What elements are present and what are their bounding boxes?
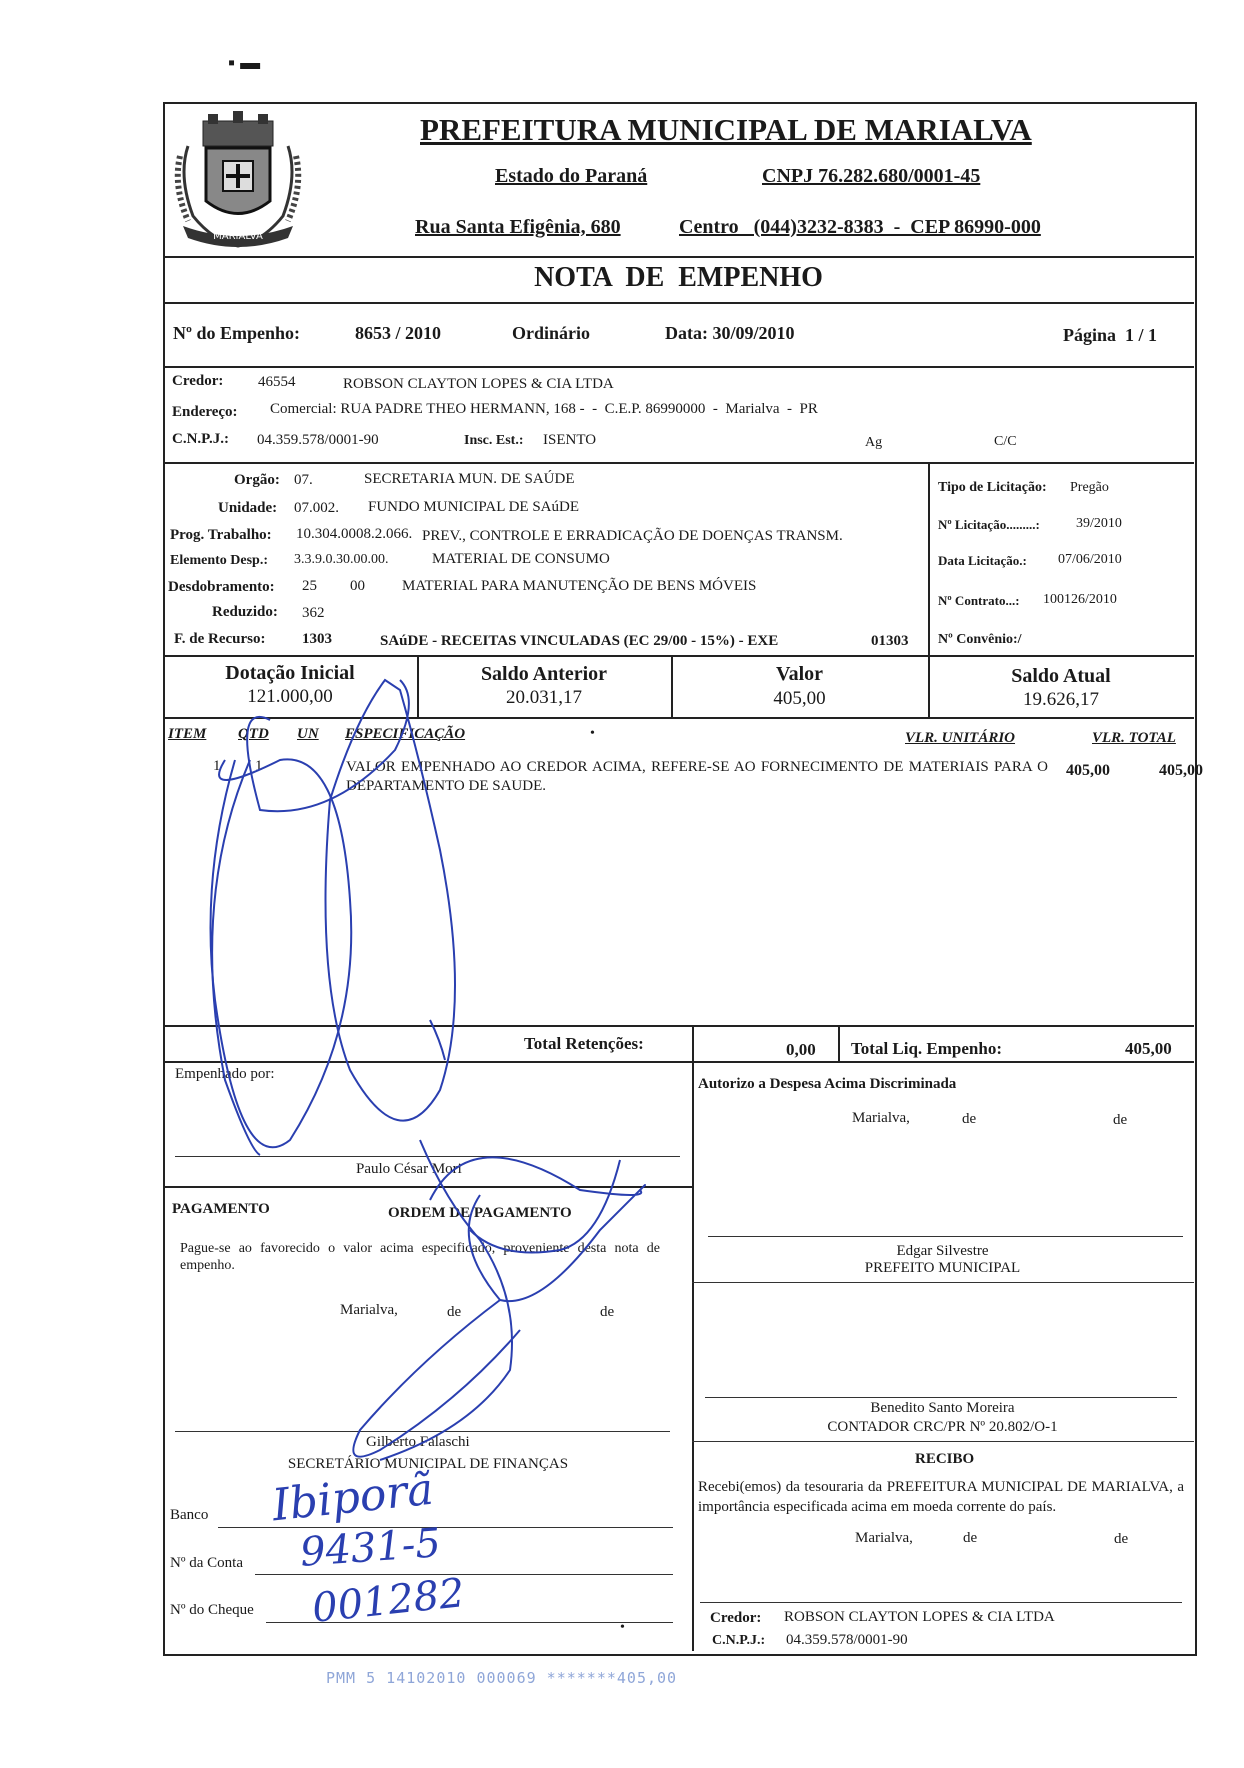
document-title: NOTA DE EMPENHO [534, 262, 823, 293]
reduzido-value: 362 [302, 605, 325, 621]
recibo-text: Recebi(emos) da tesouraria da PREFEITURA MUNICIPAL DE MARIALVA, a importância especificada acima em moeda corrente do país. [698, 1479, 1184, 1515]
recurso-name: SAúDE - RECEITAS VINCULADAS (EC 29/00 - 15%) - EXE [380, 633, 779, 649]
divider [163, 1186, 693, 1188]
contrato-value: 100126/2010 [1043, 592, 1117, 607]
empenho-number: 8653 / 2010 [355, 323, 442, 343]
svg-text:MARIALVA: MARIALVA [213, 231, 263, 242]
state-label: Estado do Paraná [495, 165, 648, 187]
empenho-number-label: Nº do Empenho: [173, 323, 300, 343]
saldo-atual-label: Saldo Atual [1011, 665, 1111, 687]
dot-mark: • [620, 1620, 625, 1635]
col-un: UN [297, 726, 319, 742]
street-address: Rua Santa Efigênia, 680 [415, 216, 621, 238]
elemento-label: Elemento Desp.: [170, 553, 268, 568]
conta-label: Nº da Conta [170, 1555, 243, 1571]
divider [163, 302, 1194, 304]
recibo-de2: de [1114, 1531, 1129, 1547]
recurso-code2: 01303 [871, 633, 909, 649]
recibo-credor: ROBSON CLAYTON LOPES & CIA LTDA [784, 1609, 1055, 1625]
page-number: Página 1 / 1 [1063, 325, 1158, 345]
table-row: 1 1 VALOR EMPENHADO AO CREDOR ACIMA, REFERE-SE AO FORNECIMENTO DE MATERIAIS PARA O DEPARTAMENTO DE SAUDE. 405,00 405,00 [213, 758, 1203, 794]
divider [692, 1282, 1194, 1283]
empenhado-signer: Paulo César Mori [356, 1161, 462, 1177]
prefeito-role: PREFEITO MUNICIPAL [864, 1260, 1021, 1276]
divider [163, 1061, 1194, 1063]
signature-line [700, 1602, 1182, 1603]
valor-label: Valor [775, 663, 824, 685]
banco-label: Banco [170, 1507, 209, 1523]
recurso-code: 1303 [302, 631, 332, 647]
divider [163, 462, 1194, 464]
divider [838, 1025, 840, 1061]
recibo-label: RECIBO [915, 1451, 975, 1467]
credor-name: ROBSON CLAYTON LOPES & CIA LTDA [343, 376, 614, 392]
empenhado-label: Empenhado por: [175, 1066, 275, 1082]
divider [692, 1025, 694, 1061]
contrato-label: Nº Contrato...: [938, 593, 1020, 608]
item-qtd: 1 [255, 758, 263, 774]
desdobramento-a: 25 [302, 578, 317, 594]
cheque-handwritten: 001282 [310, 1570, 467, 1632]
divider [692, 1061, 694, 1651]
pagamento-de2: de [600, 1304, 615, 1320]
desdobramento-name: MATERIAL PARA MANUTENÇÃO DE BENS MÓVEIS [402, 578, 757, 594]
cnpj-label: C.N.P.J.: [172, 431, 229, 447]
retencoes-label: Total Retenções: [524, 1034, 644, 1053]
prog-label: Prog. Trabalho: [170, 527, 272, 543]
autorizo-label: Autorizo a Despesa Acima Discriminada [698, 1076, 957, 1092]
dotacao-value: 121.000,00 [247, 686, 333, 707]
pagamento-text: Pague-se ao favorecido o valor acima especificado, proveniente desta nota de empenho. [180, 1241, 660, 1273]
orgao-name: SECRETARIA MUN. DE SAÚDE [364, 471, 575, 487]
licitacao-num: 39/2010 [1076, 516, 1122, 531]
signature-line [705, 1397, 1177, 1398]
cnpj-header: CNPJ 76.282.680/0001-45 [762, 165, 981, 187]
financas-signer: Gilberto Falaschi [366, 1434, 470, 1450]
saldo-anterior-label: Saldo Anterior [480, 663, 608, 685]
col-item: ITEM [168, 726, 207, 742]
pagamento-label: PAGAMENTO [172, 1201, 270, 1217]
unidade-code: 07.002. [294, 500, 339, 516]
credor-code: 46554 [258, 374, 296, 390]
ordem-pagamento-label: ORDEM DE PAGAMENTO [388, 1205, 572, 1221]
prog-code: 10.304.0008.2.066. [296, 526, 413, 542]
col-vlr-total: VLR. TOTAL [1092, 730, 1176, 746]
signature-line [175, 1156, 680, 1157]
divider [163, 717, 1194, 719]
convenio-label: Nº Convênio:/ [938, 632, 1022, 647]
cheque-label: Nº do Cheque [170, 1602, 254, 1618]
orgao-code: 07. [294, 472, 313, 488]
contact-info: Centro (044)3232-8383 - CEP 86990-000 [679, 216, 1041, 238]
recibo-cnpj: 04.359.578/0001-90 [786, 1632, 908, 1648]
credor-label: Credor: [172, 373, 224, 389]
orgao-label: Orgão: [234, 472, 280, 488]
coat-of-arms-icon [168, 106, 308, 256]
liq-value: 405,00 [1125, 1039, 1172, 1058]
unidade-label: Unidade: [218, 500, 278, 516]
autorizo-place: Marialva, [852, 1110, 910, 1126]
banco-handwritten: Ibiporã [269, 1463, 436, 1532]
autorizo-de1: de [962, 1111, 977, 1127]
recurso-label: F. de Recurso: [174, 631, 266, 647]
cc-label: C/C [994, 434, 1017, 449]
prog-name: PREV., CONTROLE E ERRADICAÇÃO DE DOENÇAS TRANSM. [422, 528, 843, 544]
item-especificacao: VALOR EMPENHADO AO CREDOR ACIMA, REFERE-SE AO FORNECIMENTO DE MATERIAIS PARA O DEPARTAMENTO DE SAUDE. [346, 759, 1048, 794]
recibo-credor-label: Credor: [710, 1610, 762, 1626]
signature-line [708, 1236, 1183, 1237]
licitacao-data-label: Data Licitação.: [938, 553, 1027, 568]
autorizo-de2: de [1113, 1112, 1128, 1128]
elemento-name: MATERIAL DE CONSUMO [432, 551, 610, 567]
desdobramento-label: Desdobramento: [168, 579, 275, 595]
divider [163, 655, 1194, 657]
scan-mark: ▪ ▬ [228, 52, 261, 74]
divider [163, 1025, 1194, 1027]
empenho-type: Ordinário [512, 323, 591, 343]
endereco-label: Endereço: [172, 404, 238, 420]
col-especificacao: ESPECIFICAÇÃO [345, 726, 466, 742]
elemento-code: 3.3.9.0.30.00.00. [294, 552, 389, 567]
insc-value: ISENTO [543, 432, 597, 448]
valor-value: 405,00 [773, 688, 826, 709]
col-vlr-unitario: VLR. UNITÁRIO [905, 730, 1016, 746]
divider [692, 1441, 1194, 1442]
pagamento-de1: de [447, 1304, 462, 1320]
pagamento-place: Marialva, [340, 1302, 398, 1318]
machine-stamp: PMM 5 14102010 000069 *******405,00 [326, 1669, 678, 1687]
credor-address: Comercial: RUA PADRE THEO HERMANN, 168 - - C.E.P. 86990000 - Marialva - PR [270, 401, 818, 417]
liq-label: Total Liq. Empenho: [851, 1039, 1002, 1058]
contador-role: CONTADOR CRC/PR Nº 20.802/O-1 [827, 1419, 1058, 1435]
saldo-anterior-value: 20.031,17 [506, 687, 582, 708]
dotacao-label: Dotação Inicial [225, 662, 355, 684]
page-title: PREFEITURA MUNICIPAL DE MARIALVA [420, 112, 1032, 147]
prefeito-signer: Edgar Silvestre [896, 1243, 989, 1259]
empenho-date: Data: 30/09/2010 [665, 323, 795, 343]
licitacao-num-label: Nº Licitação.........: [938, 517, 1040, 532]
divider [163, 366, 1194, 368]
licitacao-data: 07/06/2010 [1058, 552, 1122, 567]
reduzido-label: Reduzido: [212, 604, 278, 620]
financas-role: SECRETÁRIO MUNICIPAL DE FINANÇAS [287, 1456, 569, 1472]
credor-cnpj: 04.359.578/0001-90 [257, 432, 379, 448]
divider [928, 462, 930, 655]
divider [163, 256, 1194, 258]
insc-label: Insc. Est.: [464, 433, 524, 448]
desdobramento-b: 00 [350, 578, 365, 594]
unidade-name: FUNDO MUNICIPAL DE SAúDE [368, 499, 579, 515]
contador-signer: Benedito Santo Moreira [870, 1400, 1015, 1416]
saldo-atual-value: 19.626,17 [1023, 689, 1099, 710]
licitacao-tipo-label: Tipo de Licitação: [938, 480, 1047, 495]
recibo-de1: de [963, 1530, 978, 1546]
recibo-place: Marialva, [855, 1530, 913, 1546]
recibo-cnpj-label: C.N.P.J.: [712, 1633, 766, 1648]
licitacao-tipo: Pregão [1070, 480, 1109, 495]
retencoes-value: 0,00 [786, 1040, 816, 1059]
item-number: 1 [213, 758, 221, 774]
signature-line [175, 1431, 670, 1432]
conta-handwritten: 9431-5 [298, 1520, 443, 1576]
ag-label: Ag [865, 435, 883, 450]
dot-mark: • [590, 726, 595, 741]
col-qtd: QTD [238, 726, 269, 742]
item-vlr-unitario: 405,00 [1066, 762, 1110, 779]
